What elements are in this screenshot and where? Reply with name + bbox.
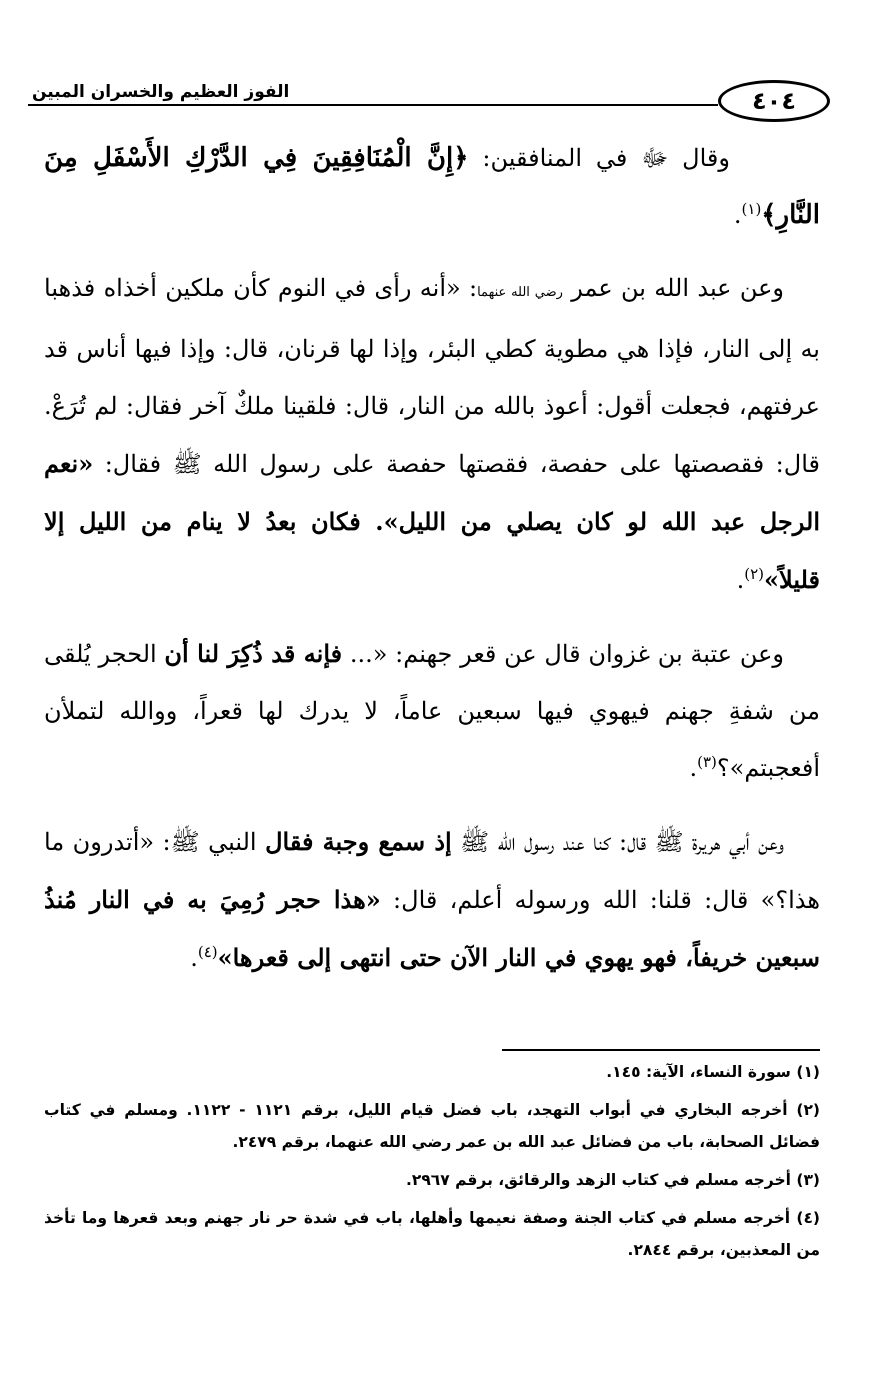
- paragraph-1: [44, 130, 820, 244]
- footnote-number: (١): [796, 1063, 820, 1081]
- paragraph-3: [44, 625, 820, 797]
- header-rule: [28, 104, 718, 106]
- p4-bold1: إذ سمع وجبة فقال: [265, 827, 452, 856]
- p4-hadith: «هذا حجر رُمِيَ به في النار مُنذُ سبعين خريفاً، فهو يهوي في النار الآن حتى انتهى إلى قعرها»: [44, 885, 820, 972]
- body-text: [44, 130, 820, 1003]
- honorific: رضي الله عنهما: [477, 285, 563, 300]
- footnote-ref-3[interactable]: (٣): [697, 753, 717, 771]
- quran-verse: إِنَّ الْمُنَافِقِينَ فِي الدَّرْكِ الأَسْفَلِ مِنَ النَّارِ: [44, 143, 820, 230]
- p2-hadith: «نعم الرجل عبد الله لو كان يصلي من الليل»: [44, 449, 820, 536]
- footnote-text: أخرجه البخاري في أبواب التهجد، باب فضل قيام الليل، برقم ١١٢١ - ١١٢٢. ومسلم في كتاب فضائل الصحابة، باب من فضائل عبد الله بن عمر رضي الله عنهما، برقم ٢٤٧٩.: [44, 1101, 820, 1151]
- footnote-4: [44, 1202, 820, 1266]
- p3-intro: وعن عتبة بن غزوان قال عن قعر جهنم: «...: [342, 640, 784, 668]
- p2-text: : «أنه رأى في النوم كأن ملكين أخذاه فذهبا به إلى النار، فإذا هي مطوية كطي البئر، وإذا لها قرنان، قال: وإذا فيها أناس قد عرفتهم، فجعلت أقول: أعوذ بالله من النار، قال: فلقينا ملكٌ آخر فقال: لم تُرَعْ. قال: فقصصتها على حفصة، فقصتها حفصة على رسول الله ﷺ فقال:: [44, 274, 820, 478]
- p1-intro: وقال ﷻ في المنافقين:: [468, 144, 730, 172]
- quran-open-bracket: ﴿: [453, 143, 469, 173]
- footnotes: [44, 1056, 820, 1272]
- p4-intro: وعن أبي هريرة ﷺ قال: كنا عند رسول الله ﷺ: [451, 828, 784, 856]
- footnote-text: أخرجه مسلم في كتاب الجنة وصفة نعيمها وأهلها، باب في شدة حر نار جهنم وبعد قعرها وما تأخذ من المعذبين، برقم ٢٨٤٤.: [44, 1209, 820, 1259]
- footnote-text: سورة النساء، الآية: ١٤٥.: [606, 1063, 791, 1081]
- paragraph-4: [44, 813, 820, 987]
- p2-end: .: [736, 566, 745, 594]
- p4-end: .: [190, 944, 198, 972]
- footnote-2: [44, 1094, 820, 1158]
- p1-end: .: [733, 201, 742, 229]
- p4-text: النبي ﷺ: «أتدرون ما هذا؟» قال: قلنا: الله ورسوله أعلم، قال:: [44, 828, 821, 914]
- p3-end: .: [689, 754, 698, 782]
- footnote-1: [44, 1056, 820, 1088]
- quran-close-bracket: ﴾: [761, 200, 777, 230]
- p3-hadith: فإنه قد ذُكِرَ لنا أن: [164, 639, 343, 668]
- footnote-number: (٣): [796, 1171, 820, 1189]
- p2-text2: . فكان بعدُ لا ينام من الليل إلا قليلاً»: [44, 507, 820, 594]
- footnote-ref-4[interactable]: (٤): [197, 943, 218, 961]
- footnote-number: (٢): [796, 1101, 821, 1119]
- footnote-ref-2[interactable]: (٢): [744, 565, 765, 583]
- page-number: ٤٠٤: [718, 80, 830, 122]
- running-title: الفوز العظيم والخسران المبين: [32, 82, 290, 102]
- footnote-number: (٤): [796, 1209, 820, 1227]
- footnote-text: أخرجه مسلم في كتاب الزهد والرقائق، برقم ٢٩٦٧.: [406, 1171, 791, 1189]
- paragraph-2: [44, 260, 820, 609]
- footnote-rule: [502, 1049, 820, 1051]
- footnote-3: [44, 1164, 820, 1196]
- footnote-ref-1[interactable]: (١): [741, 200, 762, 218]
- p2-intro: وعن عبد الله بن عمر: [562, 274, 784, 302]
- p3-text: الحجر يُلقى من شفةِ جهنم فيهوي فيها سبعين عاماً، لا يدرك لها قعراً، ووالله لتملأن أفعجبتم»؟: [44, 640, 820, 782]
